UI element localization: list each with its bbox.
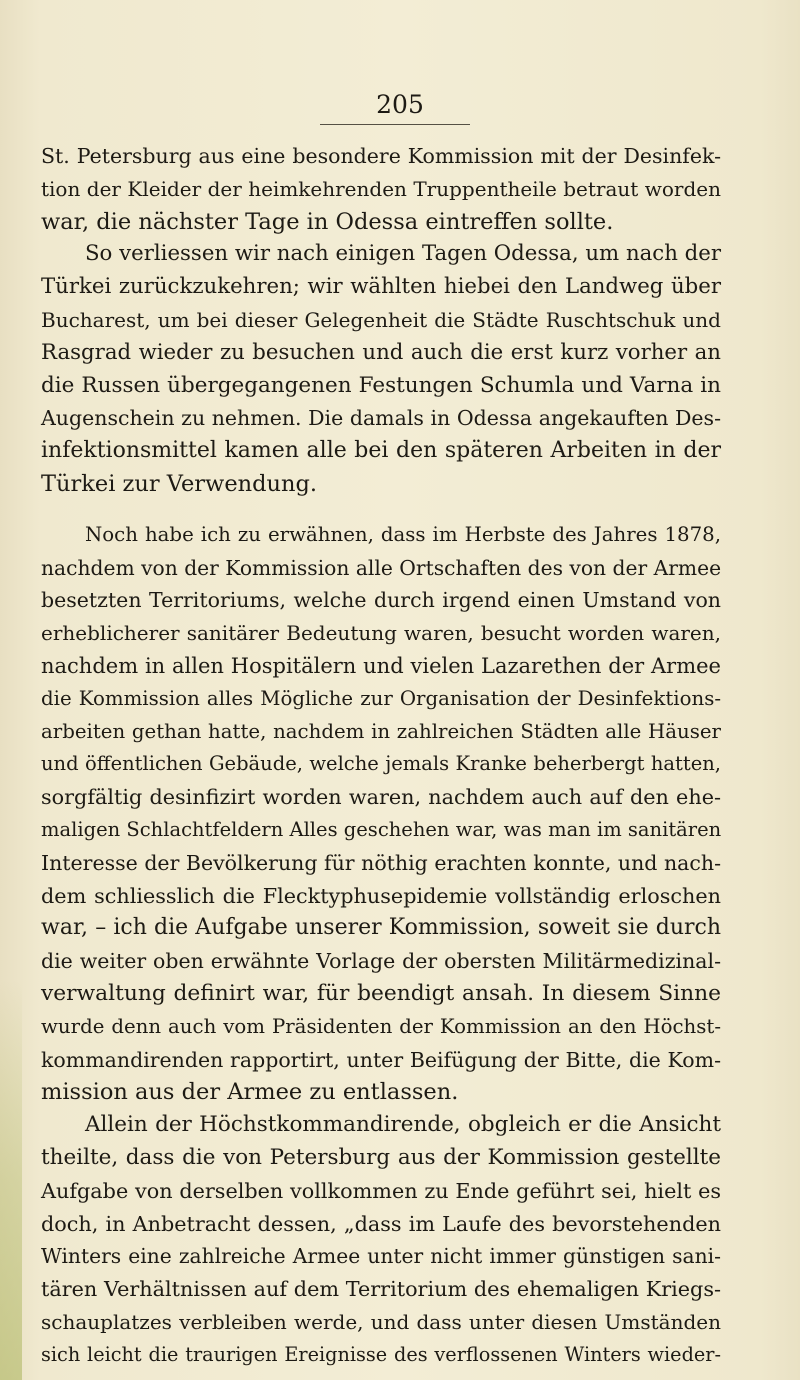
text-line: Augenschein zu nehmen. Die damals in Odessa angekauften Des- bbox=[41, 406, 721, 431]
text-line: war, die nächster Tage in Odessa eintreffen sollte. bbox=[41, 208, 614, 235]
paragraph-gap bbox=[41, 501, 721, 519]
text-line: arbeiten gethan hatte, nachdem in zahlreichen Städten alle Häuser bbox=[41, 719, 721, 743]
text-line: sich leicht die traurigen Ereignisse des verflossenen Winters wieder- bbox=[41, 1342, 721, 1366]
text-line: infektionsmittel kamen alle bei den späteren Arbeiten in der bbox=[41, 438, 721, 464]
text-line: war, – ich die Aufgabe unserer Kommission, soweit sie durch bbox=[41, 915, 721, 941]
text-line: So verliessen wir nach einigen Tagen Odessa, um nach der bbox=[85, 241, 721, 267]
text-line: Türkei zur Verwendung. bbox=[41, 470, 318, 497]
text-line: wurde denn auch vom Präsidenten der Kommission an den Höchst- bbox=[41, 1014, 721, 1038]
text-line: tären Verhältnissen auf dem Territorium des ehemaligen Kriegs- bbox=[41, 1277, 721, 1302]
text-line: die weiter oben erwähnte Vorlage der obersten Militärmedizinal- bbox=[41, 949, 721, 974]
text-line: dem schliesslich die Flecktyphusepidemie vollständig erloschen bbox=[41, 883, 721, 908]
page-edge-stain bbox=[0, 980, 22, 1380]
text-line: nachdem in allen Hospitälern und vielen Lazarethen der Armee bbox=[41, 653, 721, 678]
text-line: Bucharest, um bei dieser Gelegenheit die Städte Ruschtschuk und bbox=[41, 307, 721, 332]
text-line: Aufgabe von derselben vollkommen zu Ende geführt sei, hielt es bbox=[41, 1178, 721, 1203]
text-line: Rasgrad wieder zu besuchen und auch die erst kurz vorher an bbox=[41, 339, 721, 365]
text-line: Winters eine zahlreiche Armee unter nicht immer günstigen sani- bbox=[41, 1244, 721, 1269]
text-line: Noch habe ich zu erwähnen, dass im Herbste des Jahres 1878, bbox=[85, 522, 721, 546]
page-number-rule bbox=[320, 124, 470, 125]
text-line: doch, in Anbetracht dessen, „dass im Laufe des bevorstehenden bbox=[41, 1211, 721, 1236]
text-line: erheblicherer sanitärer Bedeutung waren, besucht worden waren, bbox=[41, 621, 721, 646]
text-line: und öffentlichen Gebäude, welche jemals Kranke beherbergt hatten, bbox=[41, 752, 721, 776]
text-line: besetzten Territoriums, welche durch irgend einen Umstand von bbox=[41, 588, 721, 613]
text-line: St. Petersburg aus eine besondere Kommission mit der Desinfek- bbox=[41, 144, 721, 168]
text-line: mission aus der Armee zu entlassen. bbox=[41, 1079, 459, 1106]
text-line: Türkei zurückzukehren; wir wählten hiebei den Landweg über bbox=[41, 274, 721, 300]
text-line: verwaltung definirt war, für beendigt ansah. In diesem Sinne bbox=[41, 980, 721, 1006]
text-line: theilte, dass die von Petersburg aus der Kommission gestellte bbox=[41, 1144, 721, 1170]
text-line: tion der Kleider der heimkehrenden Truppentheile betraut worden bbox=[41, 176, 721, 201]
text-line: sorgfältig desinfizirt worden waren, nachdem auch auf den ehe- bbox=[41, 785, 721, 810]
body-text bbox=[41, 140, 721, 1371]
page-number: 205 bbox=[376, 90, 424, 119]
text-line: maligen Schlachtfeldern Alles geschehen war, was man im sanitären bbox=[41, 817, 722, 841]
text-line: die Kommission alles Mögliche zur Organisation der Desinfektions- bbox=[41, 686, 721, 710]
text-line: kommandirenden rapportirt, unter Beifügung der Bitte, die Kom- bbox=[41, 1047, 721, 1072]
text-line: schauplatzes verbleiben werde, und dass unter diesen Umständen bbox=[41, 1309, 721, 1334]
text-line: die Russen übergegangenen Festungen Schumla und Varna in bbox=[41, 372, 721, 398]
text-line: nachdem von der Kommission alle Ortschaften des von der Armee bbox=[41, 555, 722, 580]
text-line: Interesse der Bevölkerung für nöthig erachten konnte, und nach- bbox=[41, 850, 721, 875]
text-line: Allein der Höchstkommandirende, obgleich er die Ansicht bbox=[85, 1112, 721, 1138]
